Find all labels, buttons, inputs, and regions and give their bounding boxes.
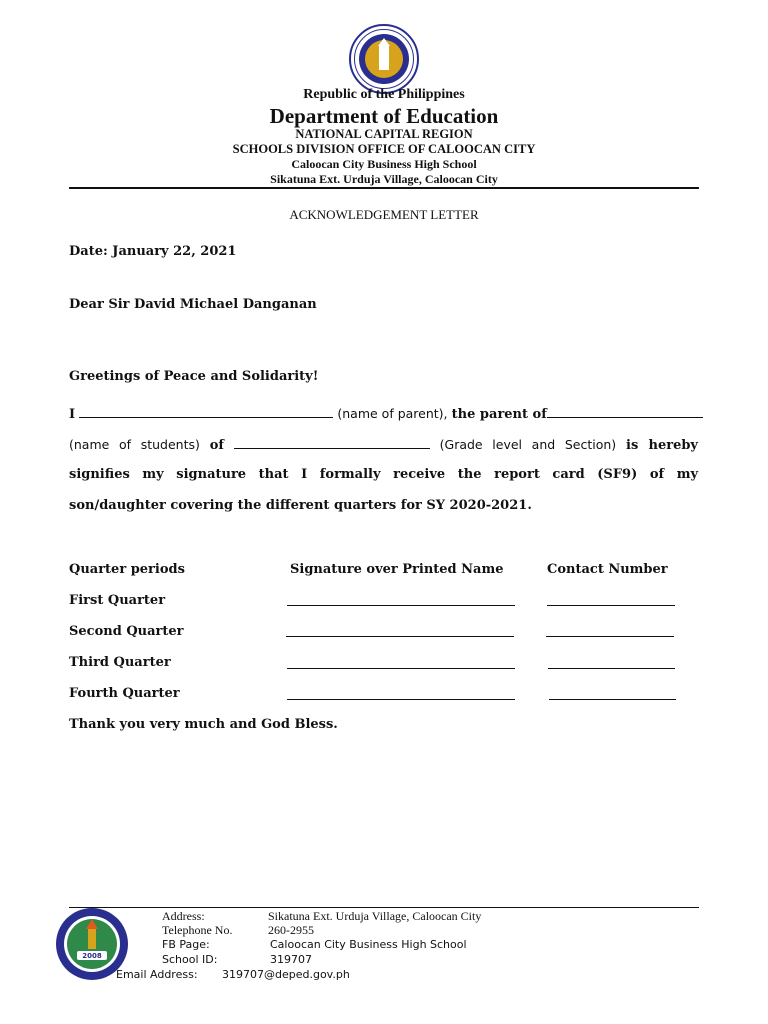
header-signature: Signature over Printed Name [290, 562, 504, 577]
pronoun-i: I [69, 407, 76, 422]
school-line: Caloocan City Business High School [291, 157, 477, 171]
signature-blank-second[interactable] [286, 636, 514, 637]
letter-date: Date: January 22, 2021 [69, 244, 237, 259]
row-first-quarter: First Quarter [69, 593, 166, 608]
parent-name-hint: (name of parent), [337, 406, 448, 421]
signature-blank-first[interactable] [287, 605, 515, 606]
region-line: NATIONAL CAPITAL REGION [295, 127, 473, 141]
grade-section-blank[interactable] [234, 436, 430, 449]
contact-blank-second[interactable] [546, 636, 674, 637]
footer-phone-label: Telephone No. [162, 923, 233, 937]
republic-line: Republic of the Philippines [303, 87, 465, 102]
department-title: Department of Education [269, 104, 499, 128]
header-contact: Contact Number [547, 562, 668, 577]
school-logo-year: 2008 [82, 952, 102, 960]
signature-blank-third[interactable] [287, 668, 515, 669]
grade-section-hint: (Grade level and Section) [439, 437, 617, 452]
school-address-line: Sikatuna Ext. Urduja Village, Caloocan City [270, 172, 498, 186]
paragraph-line-2 [69, 436, 698, 453]
deped-seal [349, 24, 419, 94]
paragraph-line-3: signifies my signature that I formally receive the report card (SF9) of my [69, 467, 698, 482]
greeting: Greetings of Peace and Solidarity! [69, 369, 319, 384]
footer-email-value[interactable]: 319707@deped.gov.ph [222, 968, 350, 981]
division-line: SCHOOLS DIVISION OFFICE OF CALOOCAN CITY [232, 142, 536, 156]
signature-blank-fourth[interactable] [287, 699, 515, 700]
header-quarter-periods: Quarter periods [69, 562, 185, 577]
contact-blank-fourth[interactable] [549, 699, 676, 700]
footer-divider [69, 907, 699, 908]
of-text: of [209, 438, 224, 453]
contact-blank-third[interactable] [548, 668, 675, 669]
footer-phone-value: 260-2955 [268, 923, 314, 937]
row-fourth-quarter: Fourth Quarter [69, 686, 180, 701]
student-name-blank[interactable] [547, 405, 703, 418]
footer-fb-label: FB Page: [162, 938, 210, 951]
paragraph-line-1 [69, 405, 698, 422]
footer-fb-value[interactable]: Caloocan City Business High School [270, 938, 467, 951]
parent-name-blank[interactable] [79, 405, 333, 418]
row-second-quarter: Second Quarter [69, 624, 184, 639]
students-hint: (name of students) [69, 437, 200, 452]
row-third-quarter: Third Quarter [69, 655, 171, 670]
header-divider [69, 187, 699, 189]
footer-school-id-value: 319707 [270, 953, 312, 966]
closing-line: Thank you very much and God Bless. [69, 717, 338, 732]
paragraph-line-4: son/daughter covering the different quarters for SY 2020-2021. [69, 498, 532, 513]
salutation: Dear Sir David Michael Danganan [69, 297, 317, 312]
hereby-text: is hereby [626, 438, 698, 453]
letter-title: ACKNOWLEDGEMENT LETTER [289, 207, 479, 222]
footer-address-value: Sikatuna Ext. Urduja Village, Caloocan City [268, 909, 482, 923]
footer-email-label: Email Address: [116, 968, 198, 981]
contact-blank-first[interactable] [547, 605, 675, 606]
parent-of-text: the parent of [451, 407, 547, 422]
footer-address-label: Address: [162, 909, 205, 923]
footer-school-id-label: School ID: [162, 953, 218, 966]
